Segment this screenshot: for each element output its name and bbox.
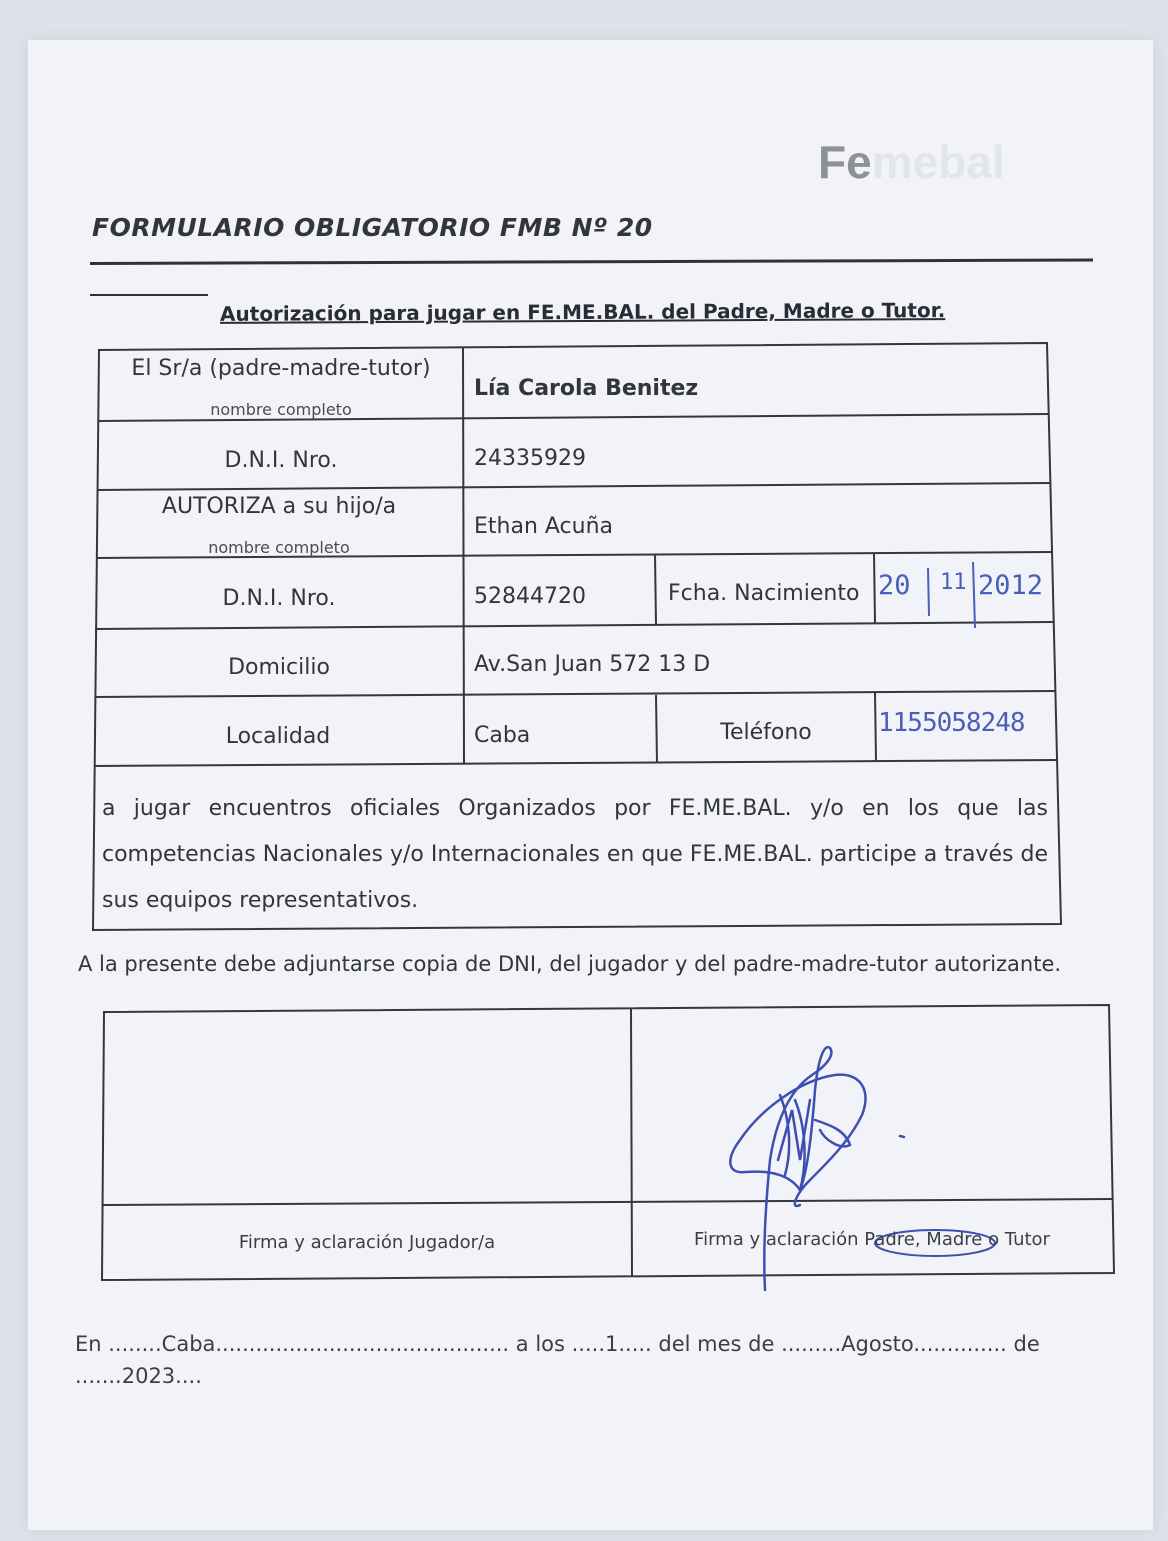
child-name-value: Ethan Acuña [474,514,614,539]
authorization-text: a jugar encuentros oficiales Organizados por FE.ME.BAL. y/o en los que las competencias Nacionales y/o Internacionales en que FE.ME.BAL. participe a través de sus equipos representativos. [102,796,1048,913]
birth-month-handwritten: 11 [940,570,967,595]
phone-label: Teléfono [720,720,812,745]
parent-dni-value: 24335929 [474,446,586,471]
parent-signature-label: Firma y aclaración Padre, Madre o Tutor [694,1229,1050,1250]
short-rule [90,294,208,296]
parent-label: El Sr/a (padre-madre-tutor) [131,356,431,381]
address-label: Domicilio [228,655,330,680]
birth-day-handwritten: 20 [878,570,911,601]
child-sublabel: nombre completo [208,538,350,557]
locality-value: Caba [474,723,531,748]
parent-dni-label: D.N.I. Nro. [224,448,338,473]
child-dni-value: 52844720 [474,584,586,609]
birth-year-handwritten: 2012 [978,570,1044,601]
place-date-line-2: .......2023.... [75,1364,202,1388]
player-signature-label: Firma y aclaración Jugador/a [238,1232,496,1253]
address-value: Av.San Juan 572 13 D [474,652,711,677]
parent-sublabel: nombre completo [210,400,352,419]
phone-handwritten: 1155058248 [878,708,1025,738]
birth-date-label: Fcha. Nacimiento [668,581,860,606]
child-label: AUTORIZA a su hijo/a [161,494,397,519]
place-date-line [75,1328,1040,1392]
form-subtitle: Autorización para jugar en FE.ME.BAL. del Padre, Madre o Tutor. [219,298,946,326]
form-title: FORMULARIO OBLIGATORIO FMB Nº 20 [92,213,653,242]
locality-label: Localidad [225,724,331,749]
attachment-note: A la presente debe adjuntarse copia de DNI, del jugador y del padre-madre-tutor autorizante. [78,952,1062,976]
place-date-line-1: En ........Caba............................................ a los .....1..... del mes de .........Agosto.............. de [75,1332,1040,1356]
child-dni-label: D.N.I. Nro. [222,586,336,611]
parent-name-value: Lía Carola Benitez [474,376,699,401]
brand-logo-text: Femebal [818,136,1005,188]
